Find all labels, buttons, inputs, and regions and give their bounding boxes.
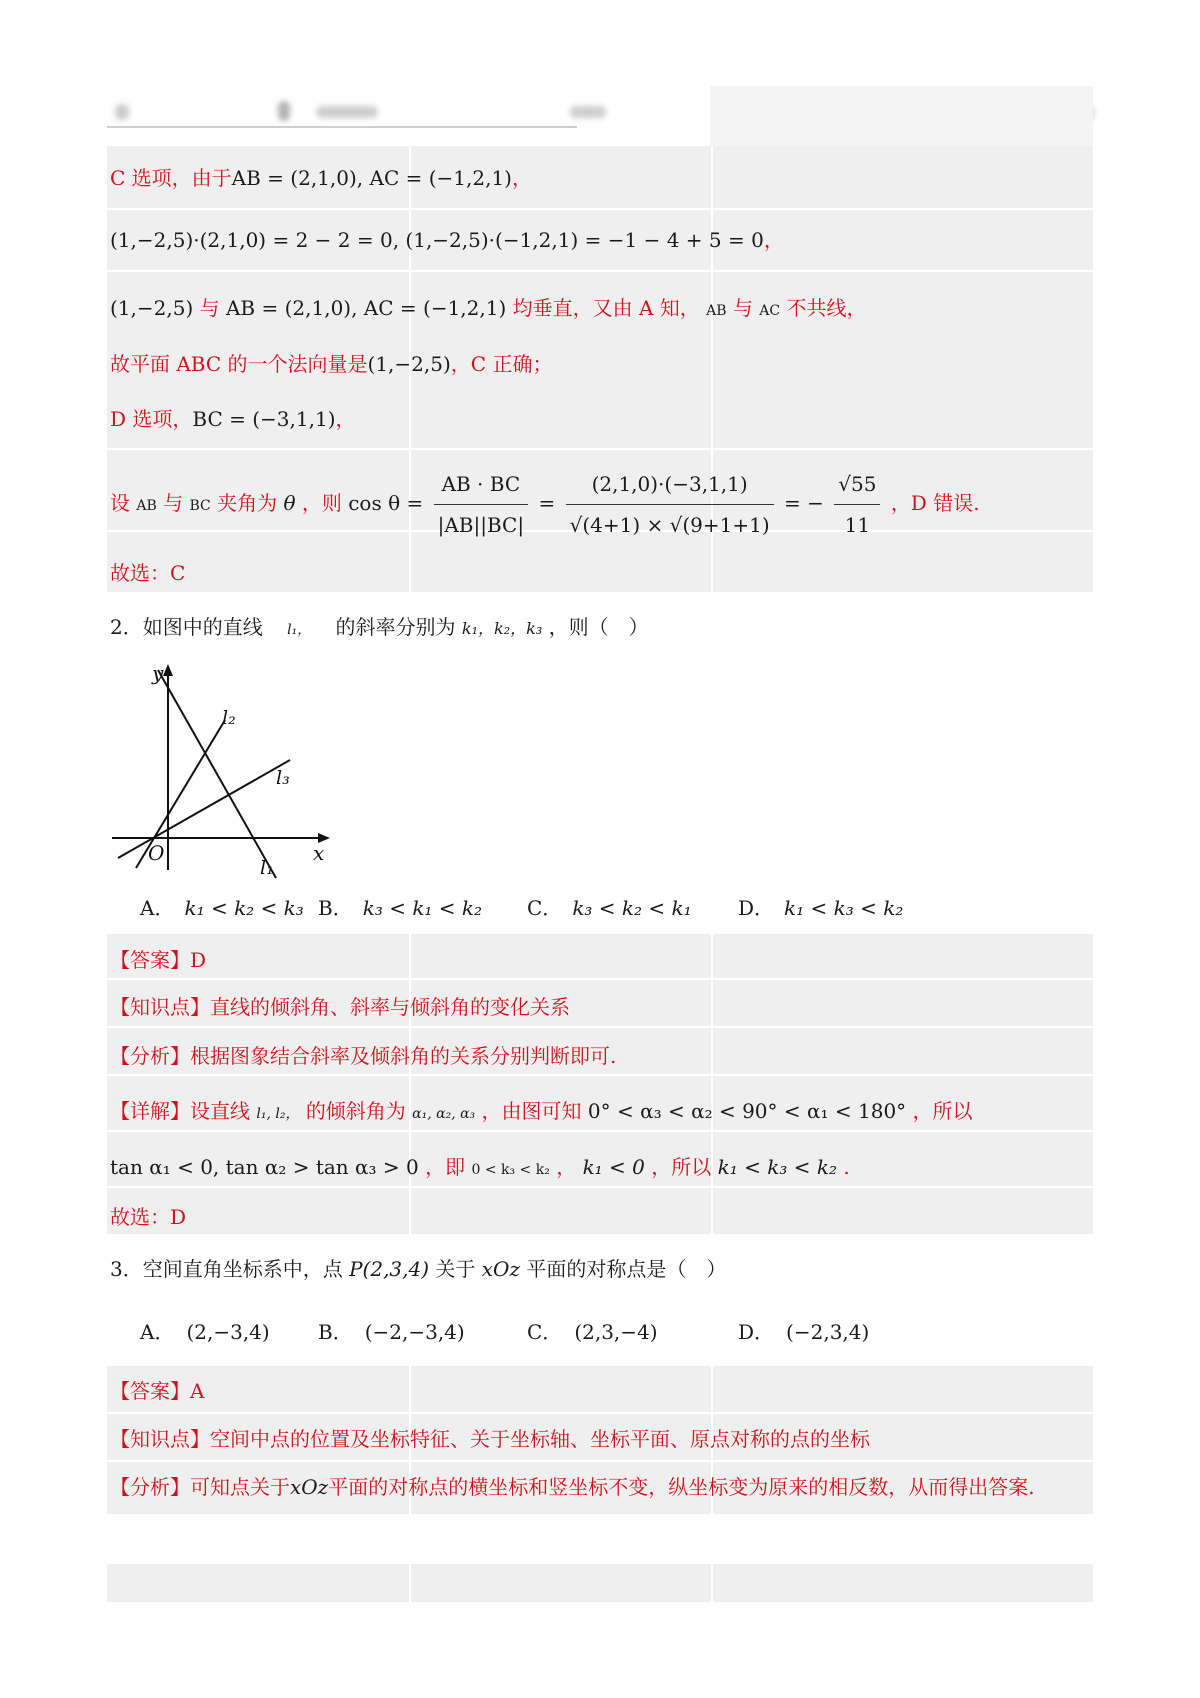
fraction-values: $\frac{(2,1,0)\cdot(-3,1,1)}{√(4+1) \times √(9+1+1)}$ xyxy=(566,466,774,543)
q2-option-c[interactable]: C． k₃ < k₂ < k₁ xyxy=(527,896,692,920)
line-l3 xyxy=(118,760,290,858)
q2-option-a[interactable]: A． k₁ < k₂ < k₃ xyxy=(140,896,304,920)
label-y: y xyxy=(152,661,164,685)
q3-option-b[interactable]: B． (−2,−3,4) xyxy=(318,1320,465,1344)
label-l3: l₃ xyxy=(276,767,290,789)
q2-detail-line1: 【详解】设直线 l₁, l₂， 的倾斜角为 α₁, α₂, α₃ ，由图可知 0° < α₃ < α₂ < 90° < α₁ < 180° ，所以 xyxy=(110,1099,973,1123)
solution-c-line4: 故平面 ABC 的一个法向量是(1,−2,5)，C 正确； xyxy=(110,352,553,376)
q2-knowledge: 【知识点】直线的倾斜角、斜率与倾斜角的变化关系 xyxy=(110,995,570,1019)
solution-c-line1: C 选项，由于AB = (2,1,0), AC = (−1,2,1)， xyxy=(110,166,532,190)
q2-answer: 【答案】D xyxy=(110,948,207,972)
q3-option-a[interactable]: A． (2,−3,4) xyxy=(140,1320,270,1344)
q3-knowledge: 【知识点】空间中点的位置及坐标特征、关于坐标轴、坐标平面、原点对称的点的坐标 xyxy=(110,1427,870,1451)
q3-option-c[interactable]: C． (2,3,−4) xyxy=(527,1320,658,1344)
q2-analysis: 【分析】根据图象结合斜率及倾斜角的关系分别判断即可. xyxy=(110,1044,617,1068)
line-l1 xyxy=(158,670,276,878)
slope-figure xyxy=(108,660,338,890)
q3-analysis: 【分析】可知点关于xOz平面的对称点的横坐标和竖坐标不变，纵坐标变为原来的相反数，从而得出答案. xyxy=(110,1475,1035,1499)
solution-c-line2: (1,−2,5)·(2,1,0) = 2 − 2 = 0, (1,−2,5)·(−1,2,1) = −1 − 4 + 5 = 0， xyxy=(110,228,784,252)
label-x: x xyxy=(313,841,325,865)
solution-d-line2: 设 AB 与 BC 夹角为 θ ，则 cos θ = $\frac{AB \cdot BC}{|AB||BC|}$ = $\frac{(2,1,0)\cdot(-3,1,1)}{√(4+1) \times √(9+1+1)}$ = − $\frac{√55}{11}$ ，D 错误. xyxy=(110,466,980,543)
solution-q1-choice: 故选：C xyxy=(110,561,186,585)
q2-option-b[interactable]: B． k₃ < k₁ < k₂ xyxy=(318,896,483,920)
q2-option-d[interactable]: D． k₁ < k₃ < k₂ xyxy=(738,896,904,920)
label-l2: l₂ xyxy=(222,707,236,729)
fraction-cos: $\frac{AB \cdot BC}{|AB||BC|}$ xyxy=(434,466,528,543)
label-origin: O xyxy=(148,841,165,865)
label-l1: l₁ xyxy=(260,857,274,879)
bottom-band xyxy=(107,1564,1093,1602)
q2-detail-line2: tan α₁ < 0, tan α₂ > tan α₃ > 0 ，即 0 < k₃ < k₂ ， k₁ < 0 ，所以 k₁ < k₃ < k₂ . xyxy=(110,1155,850,1179)
solution-d-line1: D 选项，BC = (−3,1,1)， xyxy=(110,407,356,431)
q3-option-d[interactable]: D． (−2,3,4) xyxy=(738,1320,870,1344)
y-axis-arrow xyxy=(163,664,173,676)
solution-c-line3: (1,−2,5) 与 AB = (2,1,0), AC = (−1,2,1) 均垂直，又由 A 知， AB 与 AC 不共线， xyxy=(110,296,867,320)
q3-answer: 【答案】A xyxy=(110,1379,205,1403)
fraction-result: $\frac{√55}{11}$ xyxy=(834,466,880,543)
q2-choice: 故选：D xyxy=(110,1205,187,1229)
question-2-stem: 2．如图中的直线 l₁， 的斜率分别为 k₁，k₂，k₃ ，则（ ） xyxy=(110,615,649,639)
solution-band-q2 xyxy=(107,934,1093,1234)
question-3-stem: 3．空间直角坐标系中，点 P(2,3,4) 关于 xOz 平面的对称点是（ ） xyxy=(110,1257,727,1281)
